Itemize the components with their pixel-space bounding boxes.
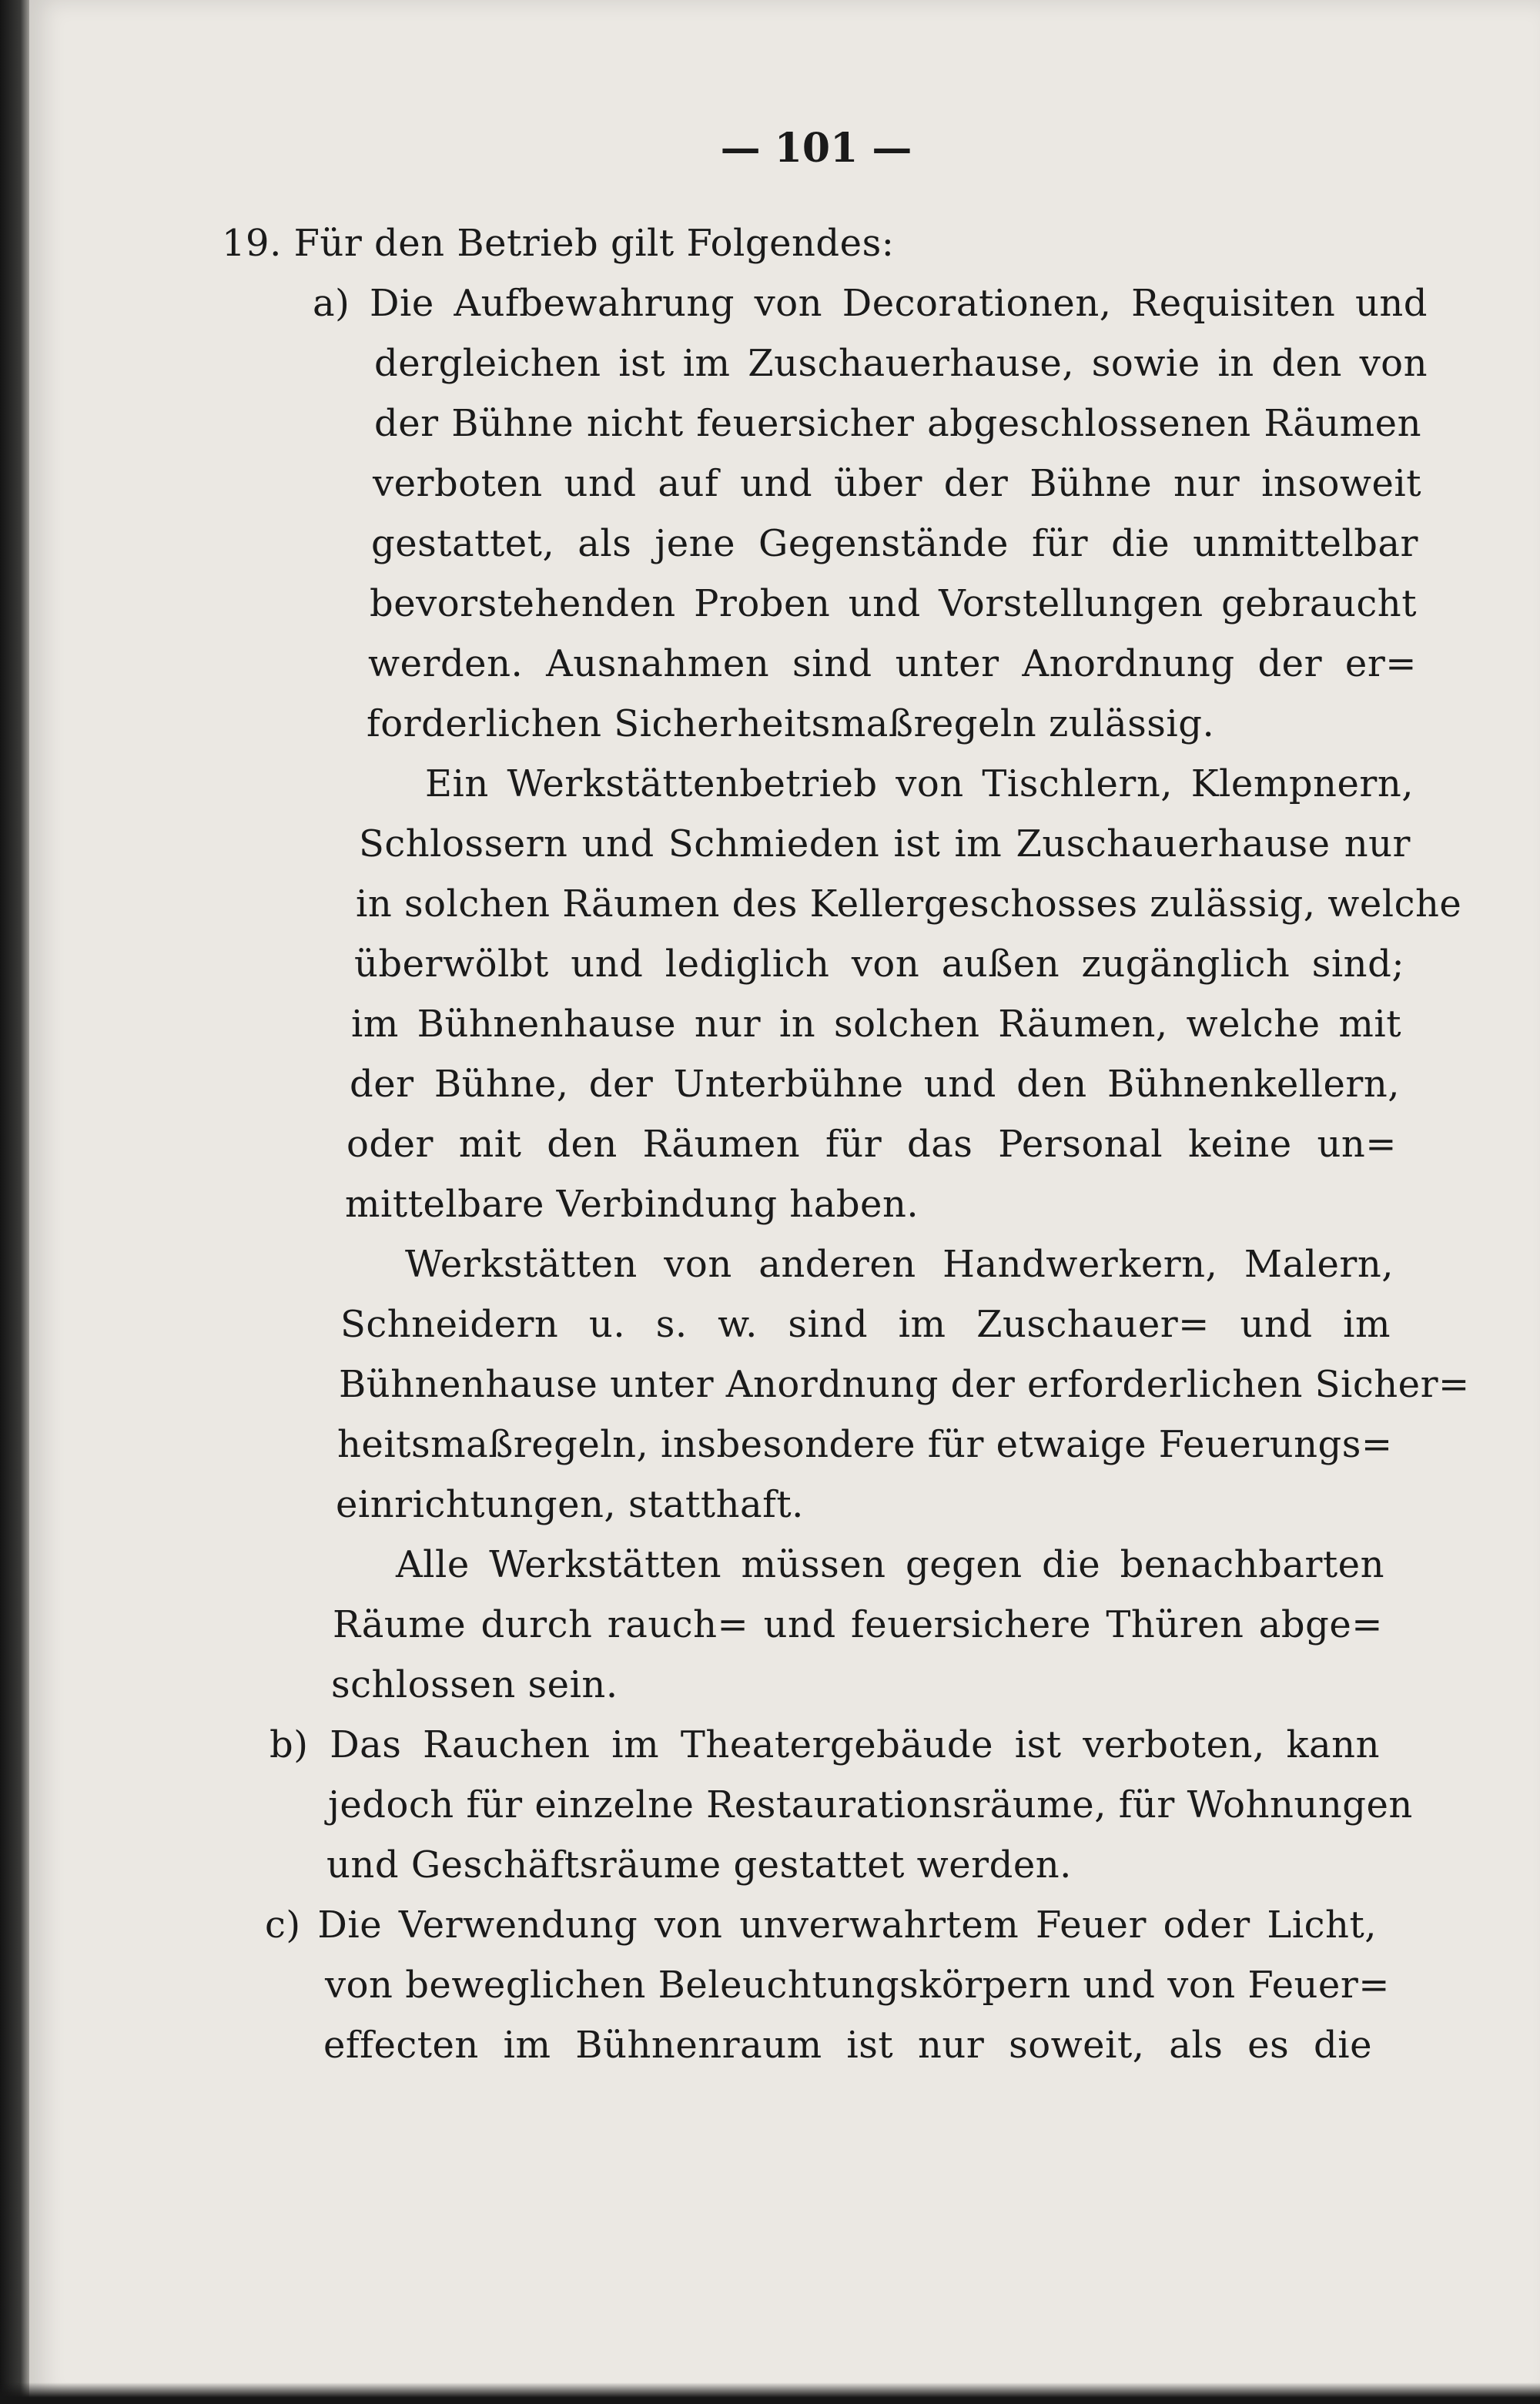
text-line: verboten und auf und über der Bühne nur insoweit xyxy=(373,462,1421,505)
text-line: c) Die Verwendung von unverwahrtem Feuer oder Licht, xyxy=(265,1903,1377,1947)
text-line: jedoch für einzelne Restaurationsräume, für Wohnungen xyxy=(328,1783,1413,1826)
text-line: oder mit den Räumen für das Personal keine un= xyxy=(346,1123,1397,1166)
text-line: 19. Für den Betrieb gilt Folgendes: xyxy=(222,222,895,265)
text-line: Räume durch rauch= und feuersichere Thüren abge= xyxy=(333,1603,1383,1646)
text-line: im Bühnenhause nur in solchen Räumen, welche mit xyxy=(351,1003,1401,1046)
text-line: und Geschäftsräume gestattet werden. xyxy=(326,1843,1072,1887)
text-line: in solchen Räumen des Kellergeschosses zulässig, welche xyxy=(356,882,1462,926)
book-spine xyxy=(0,0,29,2404)
text-line: Schlossern und Schmieden ist im Zuschauerhause nur xyxy=(359,822,1411,866)
text-line: forderlichen Sicherheitsmaßregeln zulässig. xyxy=(367,702,1215,745)
text-line: werden. Ausnahmen sind unter Anordnung der er= xyxy=(368,642,1417,685)
text-line: b) Das Rauchen im Theatergebäude ist verboten, kann xyxy=(270,1723,1380,1766)
text-line: dergleichen ist im Zuschauerhause, sowie in den von xyxy=(374,342,1428,385)
text-line: a) Die Aufbewahrung von Decorationen, Requisiten und xyxy=(313,282,1428,325)
text-line: schlossen sein. xyxy=(331,1663,618,1706)
text-line: der Bühne, der Unterbühne und den Bühnenkellern, xyxy=(350,1063,1400,1106)
text-line: heitsmaßregeln, insbesondere für etwaige Feuerungs= xyxy=(337,1423,1393,1466)
text-line: gestattet, als jene Gegenstände für die unmittelbar xyxy=(371,522,1418,565)
text-line: überwölbt und lediglich von außen zugänglich sind; xyxy=(354,943,1404,986)
page-number: — 101 — xyxy=(720,125,912,172)
text-line: bevorstehenden Proben und Vorstellungen gebraucht xyxy=(370,582,1417,625)
text-line: Alle Werkstätten müssen gegen die benachbarten xyxy=(396,1543,1384,1586)
text-line: der Bühne nicht feuersicher abgeschlossenen Räumen xyxy=(374,402,1421,445)
text-line: Werkstätten von anderen Handwerkern, Malern, xyxy=(405,1243,1394,1286)
page-bottom-edge xyxy=(0,2382,1540,2404)
text-line: Ein Werkstättenbetrieb von Tischlern, Klempnern, xyxy=(425,762,1414,805)
text-line: mittelbare Verbindung haben. xyxy=(345,1183,919,1226)
text-line: von beweglichen Beleuchtungskörpern und von Feuer= xyxy=(325,1964,1390,2007)
text-line: Schneidern u. s. w. sind im Zuschauer= und im xyxy=(340,1303,1391,1346)
text-line: effecten im Bühnenraum ist nur soweit, als es die xyxy=(323,2024,1372,2067)
text-line: Bühnenhause unter Anordnung der erforderlichen Sicher= xyxy=(339,1363,1470,1406)
text-line: einrichtungen, statthaft. xyxy=(336,1483,804,1526)
